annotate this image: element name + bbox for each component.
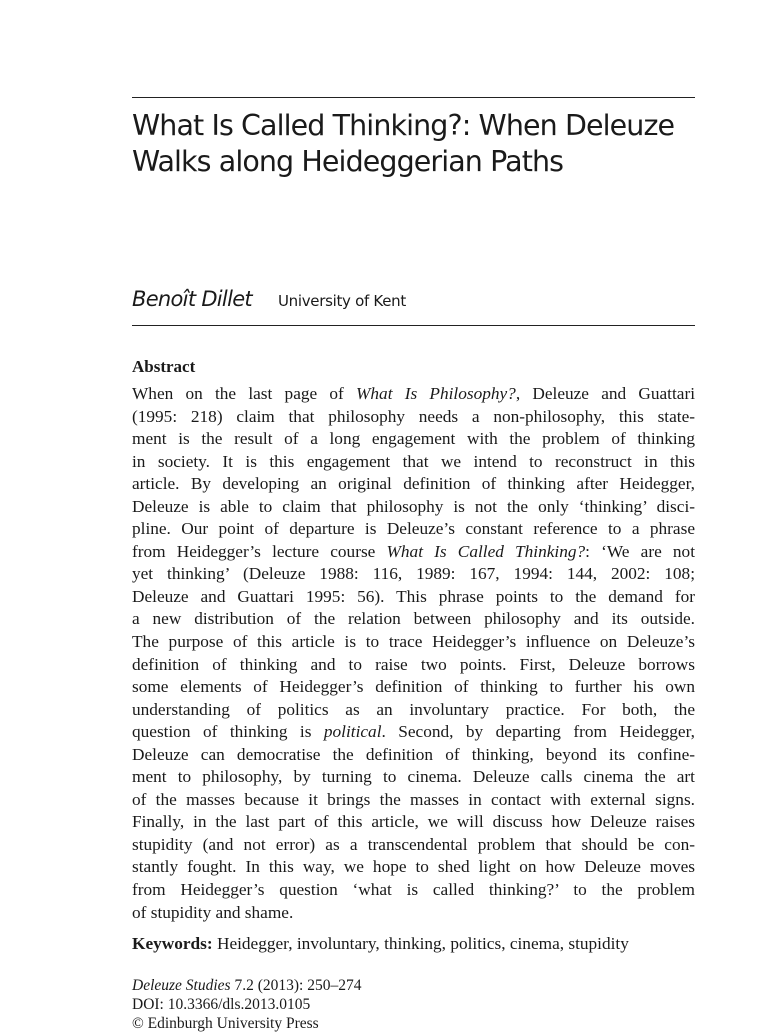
journal-citation xyxy=(132,976,695,995)
journal-name: Deleuze Studies xyxy=(132,977,231,994)
copyright: © Edinburgh University Press xyxy=(132,1015,319,1032)
article-first-page xyxy=(132,0,695,1032)
abstract-line xyxy=(132,902,695,925)
abstract-text: ment to philosophy, by turning to cinema. Deleuze calls cinema the art xyxy=(132,767,695,787)
abstract-text: stantly fought. In this way, we hope to shed light on how Deleuze moves xyxy=(132,857,695,877)
abstract-text: Finally, in the last part of this article, we will discuss how Deleuze raises xyxy=(132,812,695,832)
title-line: Walks along Heideggerian Paths xyxy=(132,145,564,178)
abstract-heading: Abstract xyxy=(132,357,196,376)
abstract-emphasis: political xyxy=(323,722,382,742)
title-line: What Is Called Thinking?: When Deleuze xyxy=(132,109,675,142)
abstract-emphasis: What Is Called Thinking? xyxy=(386,541,586,561)
abstract-line xyxy=(132,834,695,857)
abstract-text: article. By developing an original definition of thinking after Heidegger, xyxy=(132,474,695,494)
abstract-line xyxy=(132,608,695,631)
abstract-text: (1995: 218) claim that philosophy needs a non-philosophy, this state- xyxy=(132,406,695,426)
abstract-line xyxy=(132,473,695,496)
abstract-line xyxy=(132,631,695,654)
article-title xyxy=(132,108,695,180)
abstract-line xyxy=(132,518,695,541)
abstract-line xyxy=(132,879,695,902)
abstract-text: The purpose of this article is to trace Heidegger’s influence on Deleuze’s xyxy=(132,632,695,652)
citation-volume: 7.2 (2013): 250–274 xyxy=(230,977,362,994)
author-name: Benoît Dillet xyxy=(132,287,252,311)
abstract-text: Deleuze and Guattari 1995: 56). This phrase points to the demand for xyxy=(132,586,695,606)
abstract-text: Deleuze can democratise the definition of thinking, beyond its confine- xyxy=(132,744,695,764)
abstract-line xyxy=(132,766,695,789)
abstract-line xyxy=(132,586,695,609)
abstract-text: understanding of politics as an involuntary practice. For both, the xyxy=(132,699,695,719)
abstract-text: stupidity (and not error) as a transcendental problem that should be con- xyxy=(132,834,695,854)
abstract-text: yet thinking’ (Deleuze 1988: 116, 1989: 167, 1994: 144, 2002: 108; xyxy=(132,564,695,584)
abstract-line xyxy=(132,676,695,699)
abstract-text: in society. It is this engagement that we intend to reconstruct in this xyxy=(132,451,695,471)
citation-footer xyxy=(132,976,695,1033)
abstract-line xyxy=(132,856,695,879)
abstract-line xyxy=(132,451,695,474)
abstract-text: of the masses because it brings the masses in contact with external signs. xyxy=(132,789,695,809)
abstract-text: from Heidegger’s question ‘what is called thinking?’ to the problem xyxy=(132,880,695,900)
abstract-line xyxy=(132,721,695,744)
top-rule xyxy=(132,97,695,98)
abstract-line xyxy=(132,789,695,812)
abstract-line xyxy=(132,383,695,406)
abstract-line xyxy=(132,541,695,564)
abstract-line xyxy=(132,406,695,429)
abstract-text: , Deleuze and Guattari xyxy=(515,384,695,403)
abstract-line xyxy=(132,811,695,834)
author-affiliation: University of Kent xyxy=(277,292,406,310)
abstract-line xyxy=(132,744,695,767)
abstract-body xyxy=(132,383,695,924)
abstract-text: question of thinking is xyxy=(132,722,324,742)
abstract-emphasis: What Is Philosophy? xyxy=(356,384,516,403)
abstract-text: Deleuze is able to claim that philosophy is not the only ‘thinking’ disci- xyxy=(132,496,695,516)
keywords-label: Keywords: xyxy=(132,934,213,953)
abstract-text: of stupidity and shame. xyxy=(132,902,294,922)
abstract-text: definition of thinking and to raise two points. First, Deleuze borrows xyxy=(132,654,695,674)
abstract-line xyxy=(132,563,695,586)
abstract-text: When on the last page of xyxy=(132,384,357,403)
abstract-line xyxy=(132,496,695,519)
abstract-text: a new distribution of the relation between philosophy and its outside. xyxy=(132,609,695,629)
keywords xyxy=(132,933,695,956)
abstract-text: from Heidegger’s lecture course xyxy=(132,541,387,561)
abstract-text: : ‘We are not xyxy=(585,541,695,561)
author-row xyxy=(132,287,695,321)
bottom-rule xyxy=(132,325,695,326)
abstract-text: some elements of Heidegger’s definition of thinking to further his own xyxy=(132,677,695,697)
doi: DOI: 10.3366/dls.2013.0105 xyxy=(132,996,311,1013)
abstract-line xyxy=(132,699,695,722)
keywords-text: Heidegger, involuntary, thinking, politics, cinema, stupidity xyxy=(212,934,629,953)
abstract-text: . Second, by departing from Heidegger, xyxy=(381,722,695,742)
abstract-line xyxy=(132,654,695,677)
abstract-text: ment is the result of a long engagement with the problem of thinking xyxy=(132,429,695,449)
abstract-line xyxy=(132,428,695,451)
abstract-text: pline. Our point of departure is Deleuze’s constant reference to a phrase xyxy=(132,519,695,539)
